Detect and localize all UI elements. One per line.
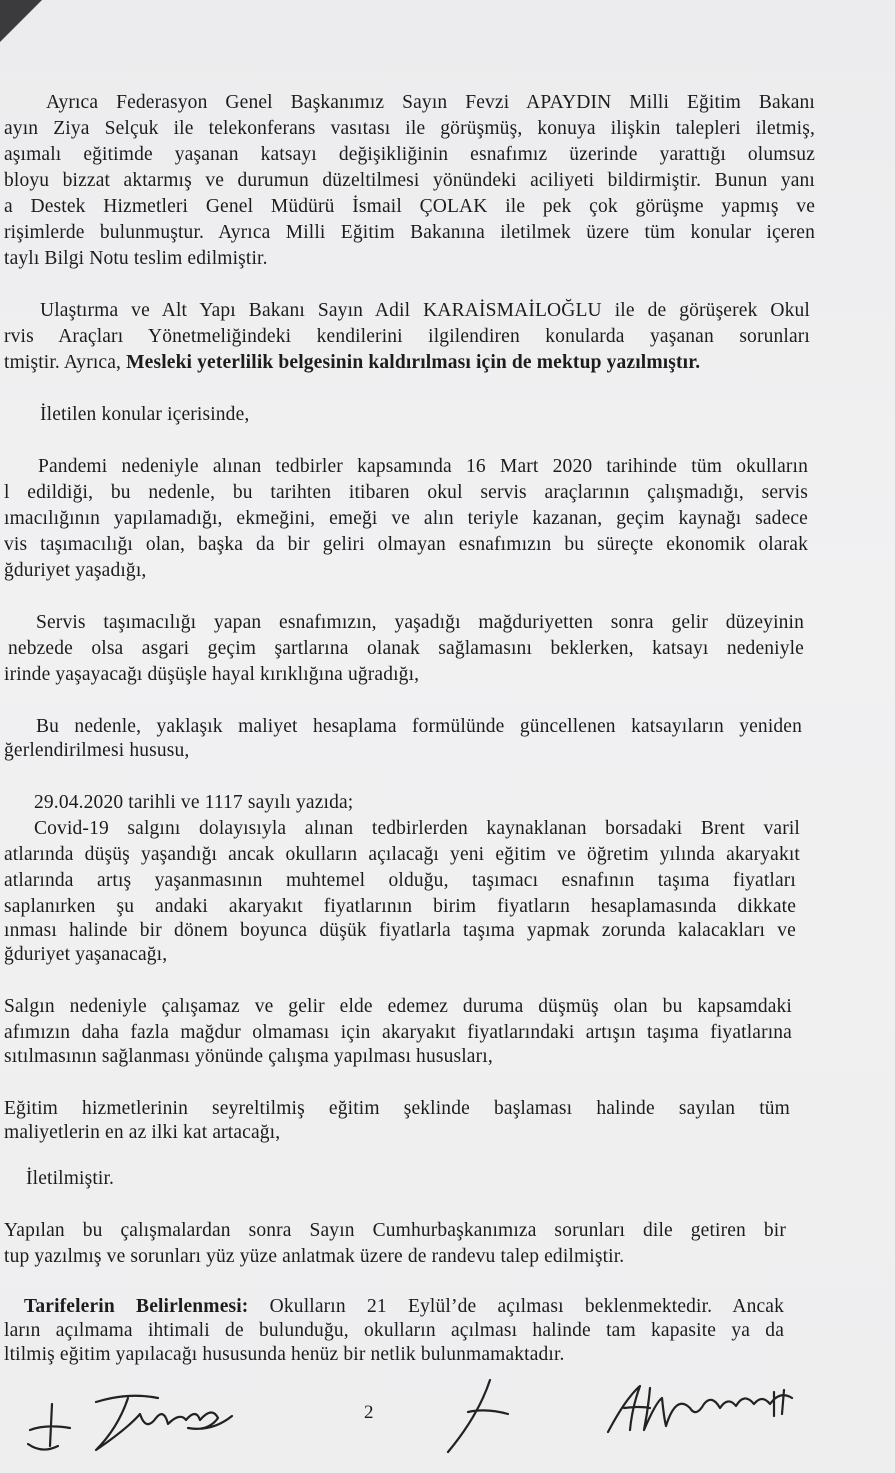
text-line: rvis Araçları Yönetmeliğindeki kendilerini ilgilendiren konularda yaşanan sorunları	[4, 326, 810, 347]
signature-1	[22, 1400, 82, 1460]
bold-text-segment: Mesleki yeterlilik belgesinin kaldırılması için de mektup yazılmıştır.	[126, 352, 701, 373]
page-corner-shadow	[0, 0, 42, 42]
text-line: Covid-19 salgını dolayısıyla alınan tedbirlerden kaynaklanan borsadaki Brent varil	[34, 818, 800, 839]
text-line: Bu nedenle, yaklaşık maliyet hesaplama formülünde güncellenen katsayıların yeniden	[36, 716, 802, 737]
text-line: ğduriyet yaşanacağı,	[4, 944, 168, 965]
text-line: a Destek Hizmetleri Genel Müdürü İsmail ÇOLAK ile pek çok görüşme yapmış ve	[4, 196, 815, 217]
text-line: Servis taşımacılığı yapan esnafımızın, yaşadığı mağduriyetten sonra gelir düzeyinin	[36, 612, 804, 633]
text-line: tup yazılmış ve sorunları yüz yüze anlatmak üzere de randevu talep edilmiştir.	[4, 1246, 625, 1267]
text-line: Pandemi nedeniyle alınan tedbirler kapsamında 16 Mart 2020 tarihinde tüm okulların	[38, 456, 808, 477]
text-line: Yapılan bu çalışmalardan sonra Sayın Cumhurbaşkanımıza sorunları dile getiren bir	[4, 1220, 786, 1241]
text-line: saplanırken şu andaki akaryakıt fiyatlarının birim fiyatların hesaplamasında dikkate	[4, 896, 796, 917]
text-line: maliyetlerin en az ilki kat artacağı,	[4, 1122, 281, 1143]
text-line	[24, 1296, 784, 1318]
text-line: ğduriyet yaşadığı,	[4, 560, 147, 581]
text-line: vis taşımacılığı olan, başka da bir geliri olmayan esnafımızın bu süreçte ekonomik olarak	[4, 534, 808, 555]
text-line	[4, 352, 700, 374]
text-segment: Okulların 21 Eylül’de açılması beklenmektedir. Ancak	[248, 1296, 784, 1317]
text-line: atlarında artış yaşanmasının muhtemel olduğu, taşımacı esnafının taşıma fiyatları	[4, 870, 796, 891]
signature-4	[604, 1368, 804, 1440]
text-line: irinde yaşayacağı düşüşle hayal kırıklığına uğradığı,	[4, 664, 420, 685]
signature-3	[438, 1376, 518, 1456]
text-line: nebzede olsa asgari geçim şartlarına olanak sağlamasını beklerken, katsayı nedeniyle	[8, 638, 804, 659]
text-line: Ayrıca Federasyon Genel Başkanımız Sayın Fevzi APAYDIN Milli Eğitim Bakanı	[46, 92, 815, 113]
text-line: l edildiği, bu nedenle, bu tarihten itibaren okul servis araçlarının çalışmadığı, servis	[4, 482, 808, 503]
text-line: aşımalı eğitimde yaşanan katsayı değişikliğinin esnafımız üzerinde yarattığı olumsuz	[4, 144, 815, 165]
text-line: Eğitim hizmetlerinin seyreltilmiş eğitim şeklinde başlaması halinde sayılan tüm	[4, 1098, 790, 1119]
text-line: ğerlendirilmesi hususu,	[4, 740, 190, 761]
text-line: rişimlerde bulunmuştur. Ayrıca Milli Eğitim Bakanına iletilmek üzere tüm konular içeren	[4, 222, 815, 243]
text-line: İletilmiştir.	[26, 1168, 115, 1189]
text-line: ayın Ziya Selçuk ile telekonferans vasıtası ile görüşmüş, konuya ilişkin talepleri iletmiş,	[4, 118, 815, 139]
text-line: atlarında düşüş yaşandığı ancak okulların açılacağı yeni eğitim ve öğretim yılında akaryakıt	[4, 844, 800, 865]
text-line: ımacılığının yapılamadığı, ekmeğini, emeği ve alın teriyle kazanan, geçim kaynağı sadece	[4, 508, 808, 529]
text-line: İletilen konular içerisinde,	[40, 404, 250, 425]
text-line: ların açılmama ihtimali de bulunduğu, okulların açılması halinde tam kapasite ya da	[4, 1320, 784, 1341]
page-number: 2	[364, 1402, 374, 1423]
bold-heading: Tarifelerin Belirlenmesi:	[24, 1296, 249, 1317]
text-line: ltilmiş eğitim yapılacağı hususunda henüz bir netlik bulunmamaktadır.	[4, 1344, 565, 1365]
text-line: bloyu bizzat aktarmış ve durumun düzeltilmesi yönündeki aciliyeti bildirmiştir. Bunun yanı	[4, 170, 815, 191]
text-segment: tmiştir. Ayrıca,	[4, 352, 127, 373]
text-line: Ulaştırma ve Alt Yapı Bakanı Sayın Adil KARAİSMAİLOĞLU ile de görüşerek Okul	[40, 300, 810, 321]
text-line: Salgın nedeniyle çalışamaz ve gelir elde edemez duruma düşmüş olan bu kapsamdaki	[4, 996, 792, 1017]
text-line: afımızın daha fazla mağdur olmaması için akaryakıt fiyatlarındaki artışın taşıma fiyatlarına	[4, 1022, 792, 1043]
signature-2	[88, 1388, 238, 1460]
text-line: sıtılmasının sağlanması yönünde çalışma yapılması hususları,	[4, 1046, 493, 1067]
text-line: ınması halinde bir dönem boyunca düşük fiyatlarla taşıma yapmak zorunda kalacakları ve	[4, 920, 796, 941]
text-line: taylı Bilgi Notu teslim edilmiştir.	[4, 248, 268, 269]
text-line: 29.04.2020 tarihli ve 1117 sayılı yazıda;	[34, 792, 354, 813]
